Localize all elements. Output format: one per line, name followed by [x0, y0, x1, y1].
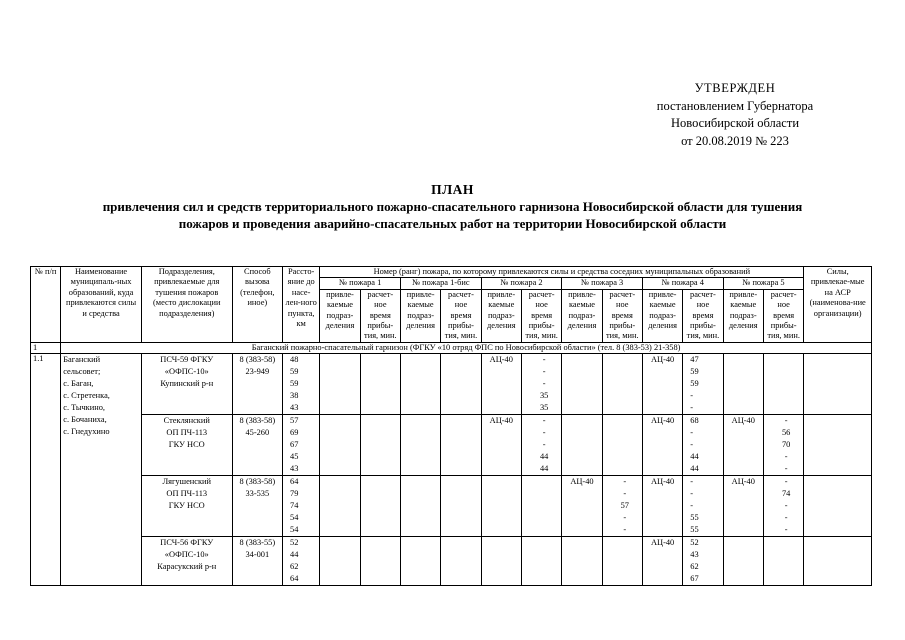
fire-time-cell [602, 354, 642, 415]
header-fire-3: № пожара 3 [562, 278, 643, 289]
fire-unit-cell [562, 476, 602, 537]
header-fire-2: № пожара 2 [481, 278, 562, 289]
garrison-row [31, 342, 872, 353]
cell-line: - [542, 355, 546, 365]
cell-line: 79 [290, 489, 299, 499]
fire-unit-cell [642, 537, 682, 586]
header-sub-time: расчет-ное время прибы-тия, мин. [602, 289, 642, 342]
cell-line: Карасукский р-н [157, 562, 217, 572]
fire-unit-cell [562, 354, 602, 415]
cell-line: 54 [290, 513, 299, 523]
cell-line: - [690, 428, 694, 438]
unit-cell [141, 415, 232, 476]
cell-line: - [623, 525, 627, 535]
cell-line: - [784, 416, 788, 426]
cell-line: 69 [290, 428, 299, 438]
fire-time-cell [683, 537, 723, 586]
fire-time-cell [683, 415, 723, 476]
cell-line: - [784, 477, 788, 487]
fire-unit-cell [562, 415, 602, 476]
cell-line: 8 (383-58) [239, 355, 276, 365]
cell-line: 64 [290, 477, 299, 487]
fire-unit-cell [400, 537, 440, 586]
cell-line: 62 [690, 562, 699, 572]
plan-table [30, 266, 872, 586]
cell-line: 59 [290, 379, 299, 389]
fire-unit-cell [723, 537, 763, 586]
header-municipality: Наименование муниципаль-ных образований, куда привлекаются силы и средства [61, 267, 142, 343]
fire-unit: АЦ-40 [489, 416, 513, 426]
cell-line: 8 (383-55) [239, 538, 276, 548]
header-fire-1bis: № пожара 1-бис [400, 278, 481, 289]
cell-line: 45 [290, 452, 299, 462]
fire-time-cell [441, 354, 481, 415]
cell-line: 44 [539, 464, 549, 474]
call-cell [232, 354, 282, 415]
cell-line: - [623, 489, 627, 499]
fire-time-cell [441, 415, 481, 476]
cell-line: - [784, 452, 788, 462]
asr-cell [804, 537, 872, 586]
cell-line: 57 [620, 501, 629, 511]
header-fire-group: Номер (ранг) пожара, по которому привлекаются силы и средства соседних муниципальных образований [320, 267, 804, 278]
cell-line: 43 [690, 550, 699, 560]
approval-date: от 20.08.2019 № 223 [681, 133, 789, 148]
fire-time-cell [683, 476, 723, 537]
cell-line: ОП ПЧ-113 [166, 428, 208, 438]
fire-unit-cell [320, 354, 360, 415]
fire-time-cell [441, 476, 481, 537]
cell-line: 59 [290, 367, 299, 377]
header-call: Способ вызова (телефон, иное) [232, 267, 282, 343]
cell-line: 45-260 [245, 428, 270, 438]
fire-unit-cell [642, 354, 682, 415]
fire-unit: АЦ-40 [650, 355, 675, 365]
cell-line: 34-001 [245, 550, 270, 560]
fire-unit-cell [562, 537, 602, 586]
fire-unit-cell [320, 537, 360, 586]
call-cell [232, 537, 282, 586]
cell-line: 54 [290, 525, 299, 535]
fire-unit-cell [400, 476, 440, 537]
cell-line: сельсовет; [63, 367, 101, 377]
cell-line: 62 [290, 562, 299, 572]
fire-time-cell [763, 415, 803, 476]
cell-line: - [542, 428, 546, 438]
cell-line: Лягушенский [162, 477, 212, 487]
fire-unit-cell [320, 415, 360, 476]
header-sub-time: расчет-ное время прибы-тия, мин. [521, 289, 561, 342]
cell-line: 44 [690, 452, 699, 462]
fire-time-cell [360, 476, 400, 537]
cell-line: - [542, 440, 546, 450]
cell-line: 52 [690, 538, 699, 548]
fire-unit-cell [400, 415, 440, 476]
cell-line: Баганский [63, 355, 101, 365]
fire-unit: АЦ-40 [650, 477, 675, 487]
cell-line: 44 [539, 452, 549, 462]
data-rows [31, 354, 872, 586]
cell-line: - [690, 489, 694, 499]
fire-unit: АЦ-40 [570, 477, 594, 487]
cell-line: с. Тычкино, [63, 403, 105, 413]
asr-cell [804, 354, 872, 415]
header-sub-units: привле-каемые подраз-деления [400, 289, 440, 342]
fire-time-cell [602, 537, 642, 586]
fire-time-cell [360, 415, 400, 476]
cell-line: - [542, 416, 546, 426]
header-sub-time: расчет-ное время прибы-тия, мин. [683, 289, 723, 342]
cell-line: ПСЧ-56 ФГКУ [160, 538, 214, 548]
fire-unit-cell [481, 476, 521, 537]
cell-line: 43 [290, 403, 299, 413]
title-heading: ПЛАН [431, 182, 474, 197]
fire-unit: АЦ-40 [731, 416, 755, 426]
distance-cell [283, 537, 320, 586]
cell-line: 44 [290, 550, 299, 560]
cell-line: - [784, 464, 788, 474]
fire-time-cell [602, 476, 642, 537]
cell-line: - [690, 403, 694, 413]
garrison-text: Баганский пожарно-спасательный гарнизон (ФГКУ «10 отряд ФПС по Новосибирской области» (тел. 8 (383-53) 21-358) [61, 342, 872, 353]
cell-line: 67 [290, 440, 299, 450]
cell-line: - [690, 477, 694, 487]
fire-time-cell [602, 415, 642, 476]
header-fire-5: № пожара 5 [723, 278, 804, 289]
cell-line: ПСЧ-59 ФГКУ [160, 355, 214, 365]
header-sub-time: расчет-ное время прибы-тия, мин. [763, 289, 803, 342]
distance-cell [283, 354, 320, 415]
fire-unit-cell [400, 354, 440, 415]
approval-title: УТВЕРЖДЕН [694, 81, 776, 95]
cell-line: 8 (383-58) [239, 416, 276, 426]
fire-unit: АЦ-40 [650, 538, 675, 548]
unit-cell [141, 354, 232, 415]
fire-time-cell [521, 537, 561, 586]
title-line-2: пожаров и проведения аварийно-спасательных работ на территории Новосибирской области [178, 216, 727, 231]
group-num: 1.1 [31, 354, 61, 586]
header-sub-units: привле-каемые подраз-деления [320, 289, 360, 342]
cell-line: 35 [539, 403, 549, 413]
fire-unit: АЦ-40 [489, 355, 513, 365]
cell-line: - [784, 525, 788, 535]
fire-unit-cell [642, 415, 682, 476]
approval-region: Новосибирской области [670, 116, 800, 130]
fire-time-cell [521, 415, 561, 476]
fire-time-cell [683, 354, 723, 415]
cell-line: 23-949 [245, 367, 270, 377]
cell-line: 8 (383-58) [239, 477, 276, 487]
asr-cell [804, 415, 872, 476]
cell-line: 43 [290, 464, 299, 474]
cell-line: 59 [690, 367, 699, 377]
table-row [31, 415, 872, 476]
call-cell [232, 415, 282, 476]
cell-line: 68 [690, 416, 699, 426]
cell-line: - [542, 367, 546, 377]
table-row [31, 476, 872, 537]
cell-line: 67 [690, 574, 699, 584]
cell-line: - [690, 501, 694, 511]
fire-time-cell [441, 537, 481, 586]
cell-line: с. Гнедухино [63, 427, 110, 437]
fire-unit-cell [642, 476, 682, 537]
document-title [20, 181, 885, 232]
garrison-num: 1 [31, 342, 61, 353]
cell-line: 38 [290, 391, 299, 401]
header-asr: Силы, привлекае-мые на АСР (наименова-ние организации) [804, 267, 872, 343]
fire-unit-cell [723, 354, 763, 415]
fire-time-cell [521, 476, 561, 537]
distance-cell [283, 415, 320, 476]
cell-line: 48 [290, 355, 299, 365]
header-fire-4: № пожара 4 [642, 278, 723, 289]
approval-decree: постановлением Губернатора [656, 98, 814, 113]
cell-line: 47 [690, 355, 699, 365]
asr-cell [804, 476, 872, 537]
header-sub-units: привле-каемые подраз-деления [642, 289, 682, 342]
fire-unit-cell [481, 415, 521, 476]
group-municipality [61, 354, 142, 586]
header-sub-units: привле-каемые подраз-деления [481, 289, 521, 342]
call-cell [232, 476, 282, 537]
header-sub-time: расчет-ное время прибы-тия, мин. [360, 289, 400, 342]
header-num: № п/п [31, 267, 61, 343]
cell-line: Купинский р-н [160, 379, 214, 389]
fire-unit-cell [481, 354, 521, 415]
header-sub-units: привле-каемые подраз-деления [723, 289, 763, 342]
cell-line: 56 [781, 428, 791, 438]
unit-cell [141, 537, 232, 586]
header-distance: Рассто-яние до насе-лен-ного пункта, км [283, 267, 320, 343]
fire-time-cell [360, 354, 400, 415]
fire-time-cell [763, 354, 803, 415]
cell-line: 70 [781, 440, 791, 450]
cell-line: 52 [290, 538, 299, 548]
cell-line: - [690, 440, 694, 450]
cell-line: ГКУ НСО [168, 501, 205, 511]
cell-line: «ОФПС-10» [164, 550, 209, 560]
cell-line: с. Стретенка, [63, 391, 110, 401]
fire-unit: АЦ-40 [650, 416, 675, 426]
cell-line: ОП ПЧ-113 [166, 489, 208, 499]
header-fire-1: № пожара 1 [320, 278, 401, 289]
approval-stamp [610, 80, 860, 150]
fire-unit-cell [723, 415, 763, 476]
cell-line: 59 [690, 379, 699, 389]
fire-time-cell [360, 537, 400, 586]
unit-cell [141, 476, 232, 537]
fire-unit-cell [320, 476, 360, 537]
cell-line: с. Баган, [63, 379, 94, 389]
cell-line: с. Бочаниха, [63, 415, 107, 425]
cell-line: 55 [690, 513, 699, 523]
fire-unit-cell [723, 476, 763, 537]
cell-line: - [784, 501, 788, 511]
header-sub-time: расчет-ное время прибы-тия, мин. [441, 289, 481, 342]
cell-line: - [784, 513, 788, 523]
cell-line: 57 [290, 416, 299, 426]
table-row [31, 537, 872, 586]
header-sub-units: привле-каемые подраз-деления [562, 289, 602, 342]
cell-line: - [623, 513, 627, 523]
title-line-1: привлечения сил и средств территориального пожарно-спасательного гарнизона Новосибирской области для тушения [102, 199, 803, 214]
distance-cell [283, 476, 320, 537]
cell-line: Стеклянский [163, 416, 210, 426]
cell-line: 35 [539, 391, 549, 401]
cell-line: - [542, 379, 546, 389]
header-row-1 [31, 267, 872, 278]
cell-line: 44 [690, 464, 699, 474]
cell-line: ГКУ НСО [168, 440, 205, 450]
cell-line: - [623, 477, 627, 487]
fire-time-cell [763, 476, 803, 537]
cell-line: - [690, 391, 694, 401]
cell-line: 55 [690, 525, 699, 535]
fire-unit: АЦ-40 [731, 477, 755, 487]
cell-line: 64 [290, 574, 299, 584]
table-row [31, 354, 872, 415]
cell-line: 74 [781, 489, 791, 499]
cell-line: «ОФПС-10» [164, 367, 209, 377]
fire-time-cell [763, 537, 803, 586]
cell-line: 33-535 [245, 489, 270, 499]
fire-time-cell [521, 354, 561, 415]
cell-line: 74 [290, 501, 299, 511]
fire-unit-cell [481, 537, 521, 586]
header-units: Подразделения, привлекаемые для тушения пожаров (место дислокации подразделения) [141, 267, 232, 343]
